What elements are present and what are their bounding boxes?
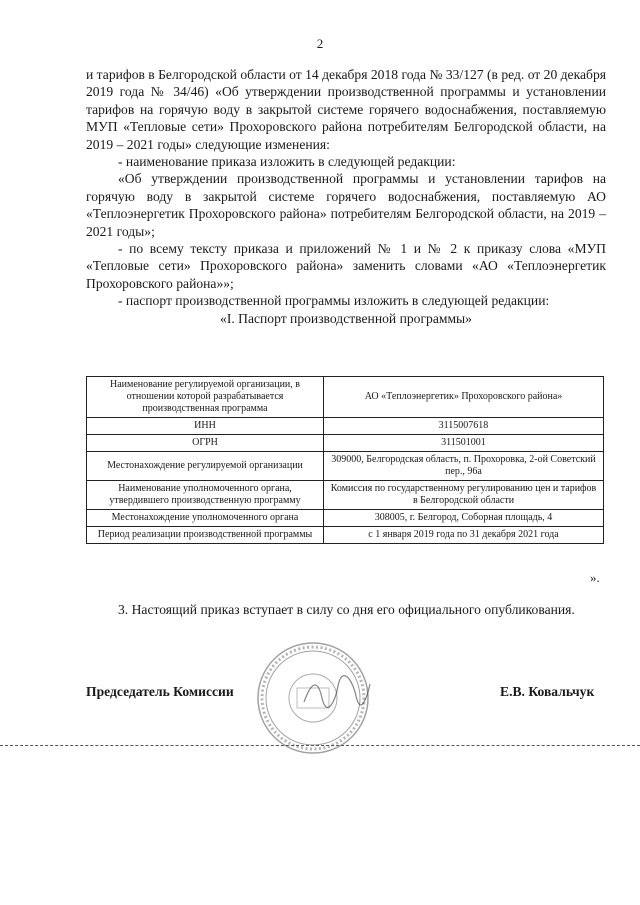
effective-date-clause [86, 600, 606, 620]
handwritten-signature-icon [300, 672, 372, 712]
title-change-paragraph: - наименование приказа изложить в следующей редакции: [118, 154, 456, 170]
amendment-intro-paragraph: и тарифов в Белгородской области от 14 декабря 2018 года № 33/127 (в ред. от 20 декабря 2019 года № 34/46) «Об утверждении производственной программы и установлении тарифов на горячую воду в закрытой системе горячего водоснабжения, поставляемую МУП «Тепловые сети» Прохоровского района потребителям Белгородской области, на 2019 – 2021 годы» следующие изменения: [86, 67, 606, 152]
signatory-name: Е.В. Ковальчук [500, 684, 595, 699]
new-title-paragraph: «Об утверждении производственной программы и установлении тарифов на горячую воду в закрытой системе горячего водоснабжения, поставляемую АО «Теплоэнергетик Прохоровского района» потребителям Белгородской области, на 2019 – 2021 годы»; [86, 171, 606, 239]
passport-heading: «I. Паспорт производственной программы» [220, 310, 472, 326]
effective-date-paragraph: 3. Настоящий приказ вступает в силу со дня его официального опубликования. [118, 602, 575, 617]
table-cell-label: ОГРН [87, 435, 324, 452]
table-row [87, 527, 604, 544]
table-cell-value: Комиссия по государственному регулированию цен и тарифов в Белгородской области [324, 481, 604, 510]
bottom-divider [0, 745, 640, 746]
table-row [87, 510, 604, 527]
signatory-title: Председатель Комиссии [86, 684, 234, 699]
table-row [87, 452, 604, 481]
table-cell-value: 308005, г. Белгород, Соборная площадь, 4 [324, 510, 604, 527]
table-cell-label: Местонахождение регулируемой организации [87, 452, 324, 481]
replacement-paragraph: - по всему тексту приказа и приложений № 1 и № 2 к приказу слова «МУП «Тепловые сети» Прохоровского района» заменить словами «АО «Теплоэнергетик Прохоровского района»»; [86, 241, 606, 291]
table-cell-label: ИНН [87, 418, 324, 435]
table-cell-value: 3115007618 [324, 418, 604, 435]
closing-quote-mark: ». [590, 570, 600, 585]
table-row [87, 481, 604, 510]
table-row [87, 377, 604, 418]
table-cell-value: 311501001 [324, 435, 604, 452]
page-number: 2 [316, 36, 324, 51]
table-row [87, 435, 604, 452]
table-cell-label: Наименование регулируемой организации, в отношении которой разрабатывается производственная программа [87, 377, 324, 418]
table-cell-label: Местонахождение уполномоченного органа [87, 510, 324, 527]
table-cell-label: Период реализации производственной программы [87, 527, 324, 544]
table-cell-value: АО «Теплоэнергетик» Прохоровского района» [324, 377, 604, 418]
table-cell-label: Наименование уполномоченного органа, утвердившего производственную программу [87, 481, 324, 510]
table-cell-value: 309000, Белгородская область, п. Прохоровка, 2-ой Советский пер., 96а [324, 452, 604, 481]
table-cell-value: с 1 января 2019 года по 31 декабря 2021 года [324, 527, 604, 544]
passport-change-paragraph: - паспорт производственной программы изложить в следующей редакции: [118, 293, 550, 309]
body-text [86, 66, 606, 327]
passport-table [86, 376, 604, 544]
table-row [87, 418, 604, 435]
